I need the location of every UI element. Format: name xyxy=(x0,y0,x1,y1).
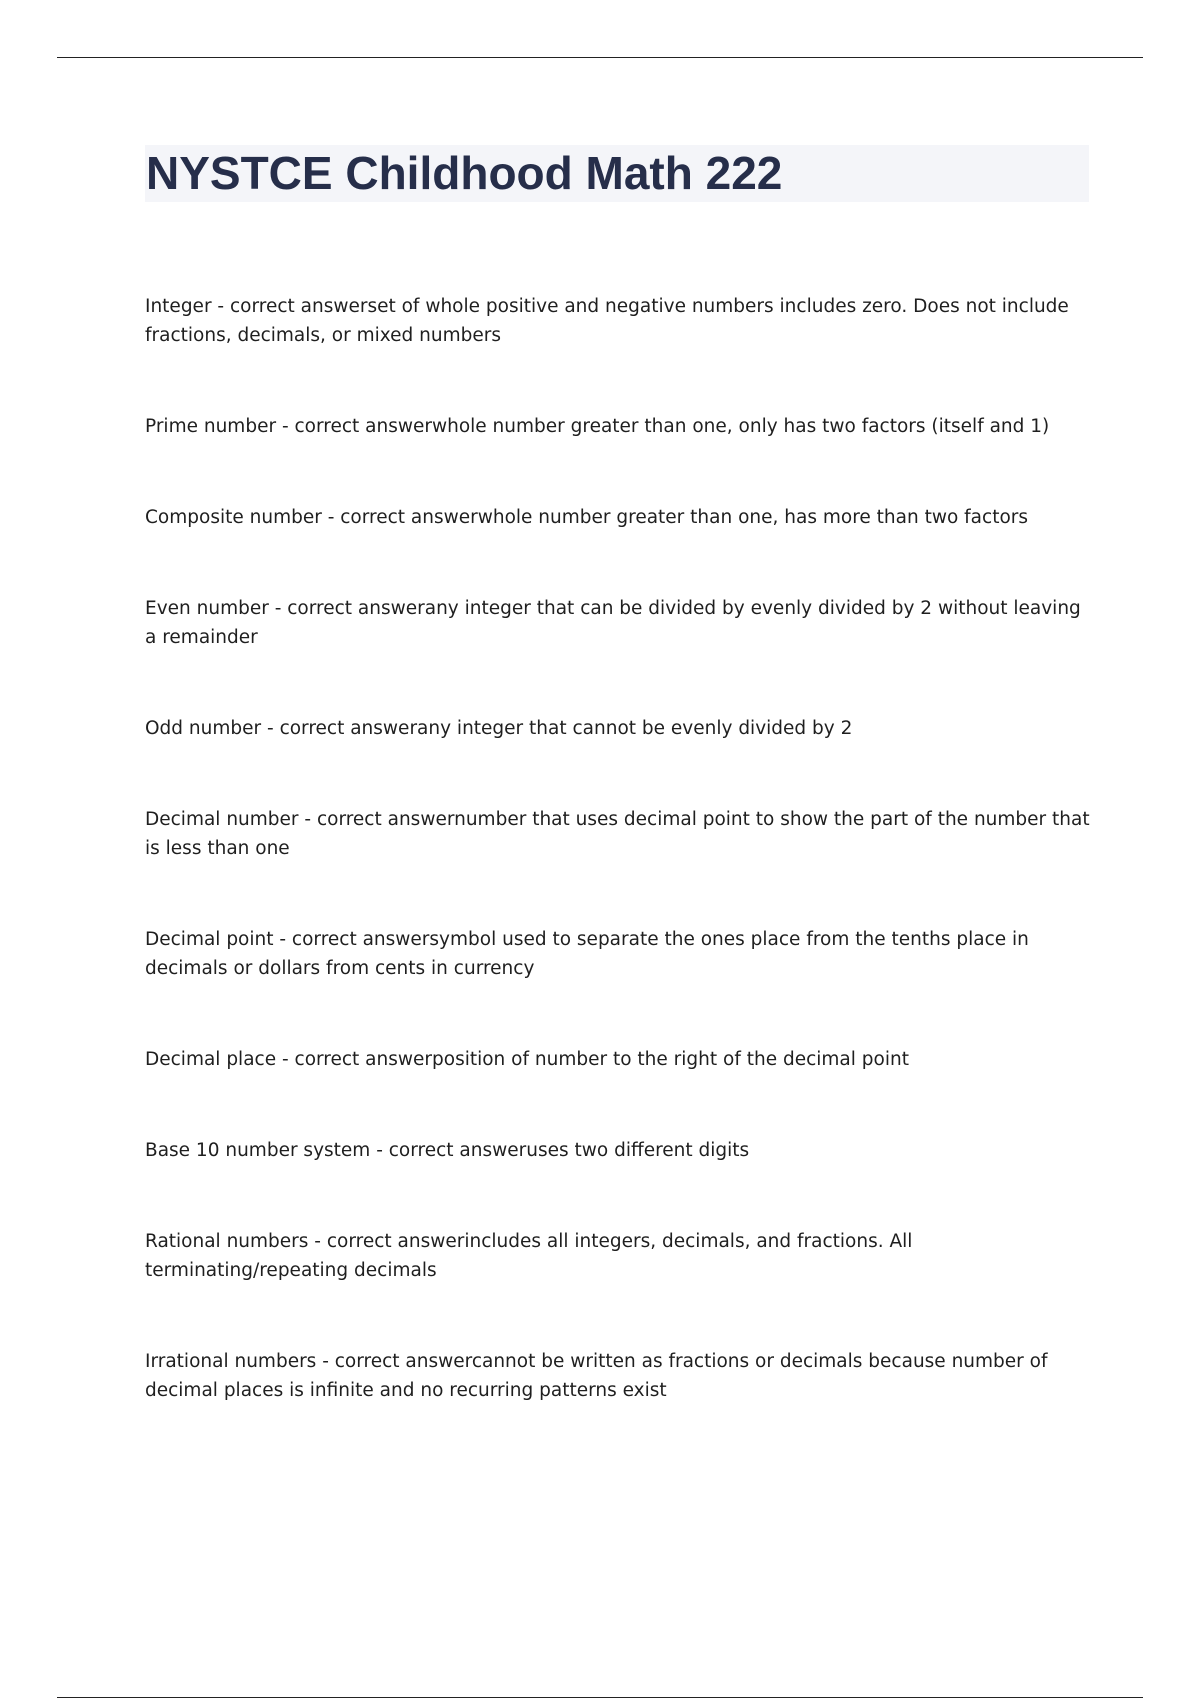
flashcard-entry-decimal-point: Decimal point - correct answersymbol used to separate the ones place from the tenths place in decimals or dollars from cents in currency xyxy=(145,929,1029,979)
flashcard-entry-rational-numbers: Rational numbers - correct answerincludes all integers, decimals, and fractions. All terminating/repeating decimals xyxy=(145,1231,913,1281)
flashcard-entry-odd-number: Odd number - correct answerany integer that cannot be evenly divided by 2 xyxy=(145,718,853,739)
top-rule xyxy=(57,57,1143,58)
flashcard-entry-decimal-place: Decimal place - correct answerposition of number to the right of the decimal point xyxy=(145,1049,909,1070)
flashcard-entry-composite-number: Composite number - correct answerwhole number greater than one, has more than two factors xyxy=(145,507,1029,528)
flashcard-entry-decimal-number: Decimal number - correct answernumber that uses decimal point to show the part of the number that is less than one xyxy=(145,809,1090,859)
flashcard-list xyxy=(145,292,1095,1467)
flashcard-entry-prime-number: Prime number - correct answerwhole number greater than one, only has two factors (itself and 1) xyxy=(145,416,1050,437)
page-title: NYSTCE Childhood Math 222 xyxy=(146,147,783,199)
flashcard-entry-integer: Integer - correct answerset of whole positive and negative numbers includes zero. Does not include fractions, decimals, or mixed numbers xyxy=(145,296,1069,346)
flashcard-entry-irrational-numbers: Irrational numbers - correct answercannot be written as fractions or decimals because number of decimal places is infinite and no recurring patterns exist xyxy=(145,1351,1048,1401)
bottom-rule xyxy=(57,1697,1143,1698)
flashcard-entry-base-10-number-system: Base 10 number system - correct answeruses two different digits xyxy=(145,1140,750,1161)
flashcard-entry-even-number: Even number - correct answerany integer that can be divided by evenly divided by 2 without leaving a remainder xyxy=(145,598,1081,648)
